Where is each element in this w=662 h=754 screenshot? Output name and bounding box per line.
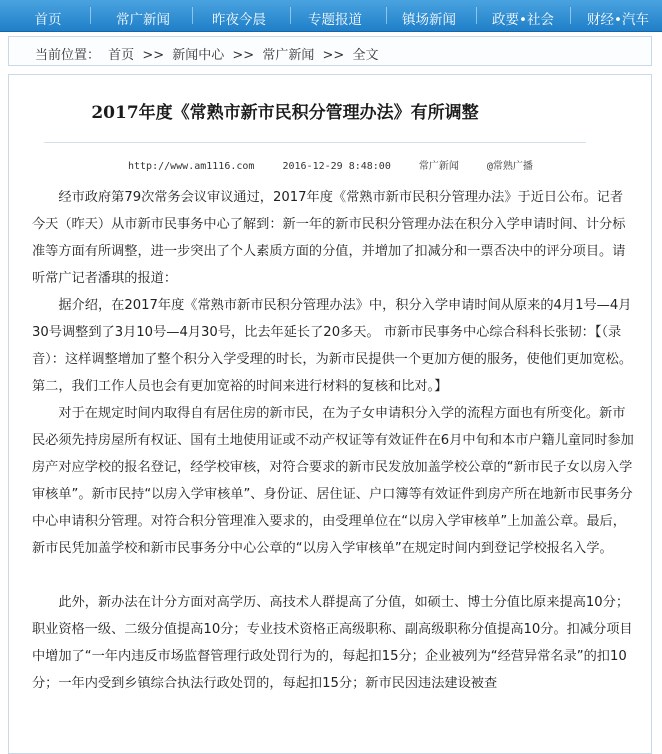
breadcrumb-current: 全文 (352, 48, 379, 63)
breadcrumb-link-news-center[interactable]: 新闻中心 (172, 48, 225, 63)
nav-item-special-reports[interactable]: 专题报道 (308, 12, 362, 28)
nav-item-cg-news[interactable]: 常广新闻 (116, 12, 170, 28)
nav-separator (386, 7, 387, 24)
breadcrumb-separator: >> (142, 48, 165, 63)
breadcrumb-separator: >> (322, 48, 345, 63)
article-paragraph: 经市政府第79次常务会议审议通过，2017年度《常熟市新市民积分管理办法》于近日公布。记者今天（昨天）从市新市民事务中心了解到：新一年的新市民积分管理办法在积分入学申请时间、计分标准等方面有所调整，进一步突出了个人素质方面的分值，并增加了扣减分和一票否决中的评分项目。请听常广记者潘琪的报道： (32, 190, 626, 286)
nav-separator (90, 7, 91, 24)
breadcrumb-separator: >> (232, 48, 255, 63)
article-category: 常广新闻 (418, 161, 459, 172)
breadcrumb-link-cg-news[interactable]: 常广新闻 (262, 48, 315, 63)
nav-item-last-night[interactable]: 昨夜今晨 (212, 12, 266, 28)
nav-separator (476, 7, 477, 24)
article-url[interactable]: http://www.am1116.com (128, 161, 255, 172)
nav-item-town-news[interactable]: 镇场新闻 (402, 12, 456, 28)
article-body (32, 184, 634, 697)
top-navigation-bar (0, 0, 662, 32)
article-paragraph: 对于在规定时间内取得自有居住房的新市民，在为子女申请积分入学的流程方面也有所变化。新市民必须先持房屋所有权证、国有土地使用证或不动产权证等有效证件在6月中旬和本市户籍儿童同时参加房产对应学校的报名登记，经学校审核，对符合要求的新市民发放加盖学校公章的“新市民子女以房入学审核单”。新市民持“以房入学审核单”、身份证、居住证、户口簿等有效证件到房产所在地新市民事务分中心申请积分管理。对符合积分管理准入要求的，由受理单位在“以房入学审核单”上加盖公章。最后，新市民凭加盖学校和新市民事务分中心公章的“以房入学审核单”在规定时间内到登记学校报名入学。 (32, 406, 634, 556)
article-paragraph: 据介绍，在2017年度《常熟市新市民积分管理办法》中，积分入学申请时间从原来的4月1号—4月30号调整到了3月10号—4月30号，比去年延长了20多天。 市新市民事务中心综合科科长张韧：【（录音）：这样调整增加了整个积分入学受理的时长，为新市民提供一个更加方便的服务，使他们更加宽松。第二，我们工作人员也会有更加宽裕的时间来进行材料的复核和比对。】 (32, 298, 633, 394)
breadcrumb-container (8, 36, 652, 66)
article-source: @常熟广播 (486, 161, 533, 172)
nav-separator (192, 7, 193, 24)
breadcrumb-link-home[interactable]: 首页 (108, 48, 135, 63)
breadcrumb (35, 44, 382, 63)
article-datetime: 2016-12-29 8:48:00 (282, 161, 391, 172)
article-paragraph: 此外，新办法在计分方面对高学历、高技术人群提高了分值，如硕士、博士分值比原来提高10分；职业资格一级、二级分值提高10分；专业技术资格正高级职称、副高级职称分值提高10分。扣减分项目中增加了“一年内违反市场监督管理行政处罚行为的，每起扣15分；企业被列为“经营异常名录”的扣10分；一年内受到乡镇综合执法行政处罚的，每起扣15分；新市民因违法建设被查 (32, 595, 633, 691)
nav-item-politics-society[interactable]: 政要•社会 (492, 12, 554, 28)
article-meta (128, 157, 555, 172)
title-divider (44, 142, 586, 143)
breadcrumb-prefix: 当前位置： (35, 48, 101, 63)
nav-item-finance-auto[interactable]: 财经•汽车 (587, 12, 649, 28)
article-title: 2017年度《常熟市新市民积分管理办法》有所调整 (91, 103, 479, 123)
nav-item-home[interactable]: 首页 (34, 12, 62, 28)
nav-separator (290, 7, 291, 24)
nav-separator (570, 7, 571, 24)
